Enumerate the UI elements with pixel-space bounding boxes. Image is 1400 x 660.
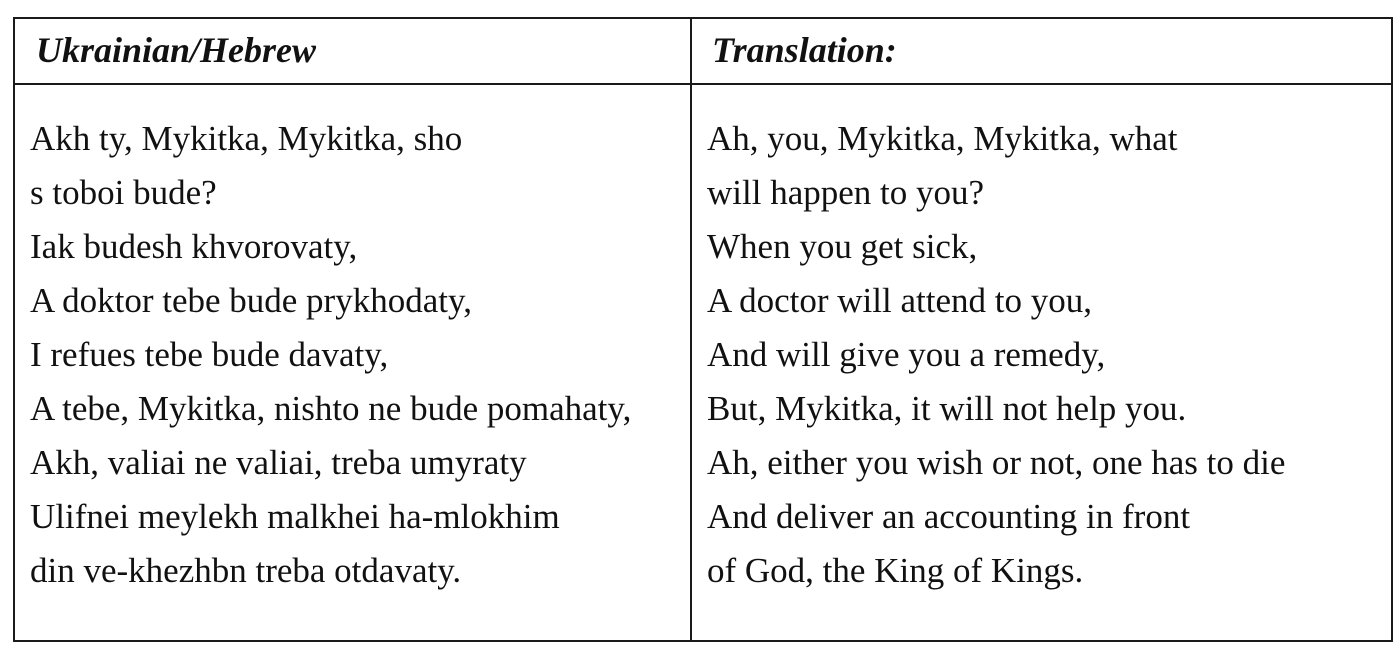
header-translation: Translation:	[712, 30, 897, 70]
translation-line: And will give you a remedy,	[707, 335, 1106, 374]
translation-line: of God, the King of Kings.	[707, 551, 1084, 590]
column-divider	[690, 19, 692, 640]
ukrainian-line: Ulifnei meylekh malkhei ha-mlokhim	[30, 497, 560, 536]
translation-line: When you get sick,	[707, 227, 978, 266]
ukrainian-line: Iak budesh khvorovaty,	[30, 227, 358, 266]
ukrainian-hebrew-text	[30, 112, 631, 598]
ukrainian-line: Akh ty, Mykitka, Mykitka, sho	[30, 119, 463, 158]
translation-line: And deliver an accounting in front	[707, 497, 1191, 536]
translation-line: Ah, either you wish or not, one has to die	[707, 443, 1286, 482]
ukrainian-line: din ve-khezhbn treba otdavaty.	[30, 551, 462, 590]
ukrainian-line: Akh, valiai ne valiai, treba umyraty	[30, 443, 527, 482]
ukrainian-line: A doktor tebe bude prykhodaty,	[30, 281, 472, 320]
ukrainian-line: s toboi bude?	[30, 173, 217, 212]
header-ukrainian-hebrew: Ukrainian/Hebrew	[36, 30, 317, 70]
translation-line: will happen to you?	[707, 173, 985, 212]
ukrainian-line: A tebe, Mykitka, nishto ne bude pomahaty,	[30, 389, 632, 428]
translation-line: Ah, you, Mykitka, Mykitka, what	[707, 119, 1178, 158]
translation-line: A doctor will attend to you,	[707, 281, 1092, 320]
translation-line: But, Mykitka, it will not help you.	[707, 389, 1187, 428]
poem-table	[13, 17, 1393, 642]
translation-text	[707, 112, 1285, 598]
ukrainian-line: I refues tebe bude davaty,	[30, 335, 389, 374]
header-divider	[15, 83, 1391, 85]
